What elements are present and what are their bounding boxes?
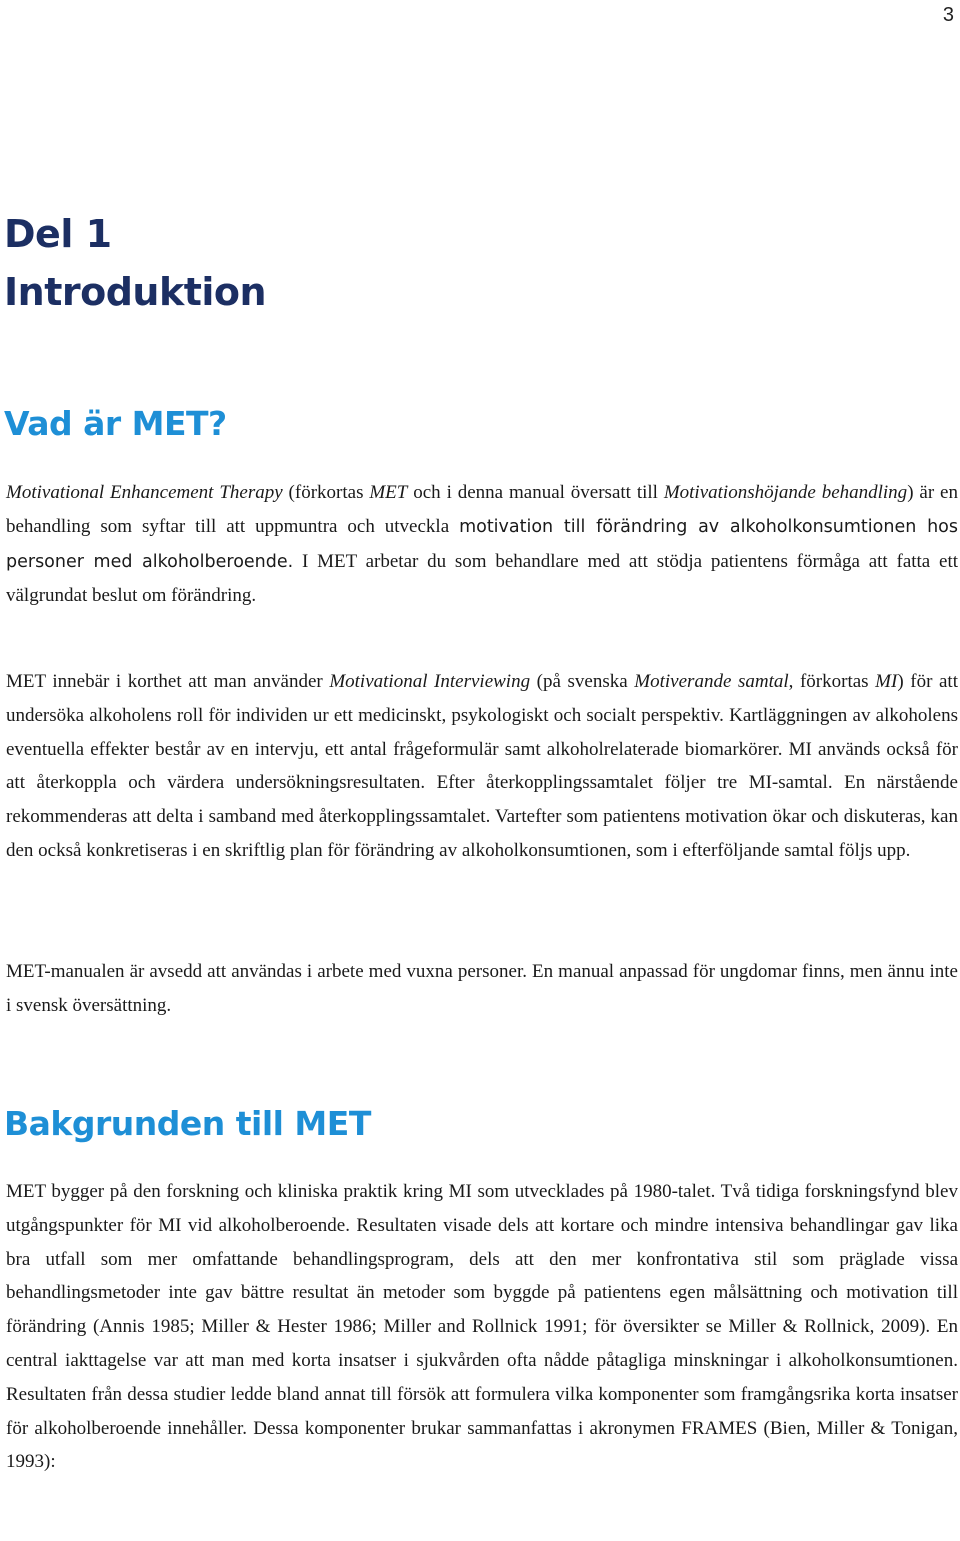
text-span: , förkortas: [788, 671, 876, 692]
paragraph-background: MET bygger på den forskning och kliniska praktik kring MI som utvecklades på 1980-talet. Två tidiga forskningsfynd blev utgångspunkter för MI vid alkoholberoende. Resultaten visade dels att kortare och mindre intensiva behandlingar gav lika bra utfall som mer omfattande behandlingsprogram, dels att den mer konfrontativa stil som präglade vissa behandlingsmetoder inte gav bättre resultat än metoder som byggde på patientens egen målsättning och motivation till förändring (Annis 1985; Miller & Hester 1986; Miller and Rollnick 1991; för översikter se Miller & Rollnick, 2009). En central iakttagelse var att man med korta insatser i sjukvården ofta nådde påtagliga minskningar i alkoholkonsumtionen. Resultaten från dessa studier ledde bland annat till försök att formulera vilka komponenter som framgångsrika korta insatser för alkoholberoende innehåller. Dessa komponenter brukar sammanfattas i akronymen FRAMES (Bien, Miller & Tonigan, 1993):: [6, 1181, 958, 1473]
text-span: I MET arbetar du som behandlare med att stödja patientens förmåga att fatta ett välgrundat beslut om förändring.: [6, 550, 958, 607]
term-mi-english: Motivational Interviewing: [329, 671, 531, 692]
section-heading-bakgrunden: Bakgrunden till MET: [4, 1104, 371, 1143]
paragraph-met-definition: [6, 476, 958, 613]
text-span: ) för att undersöka alkoholens roll för individen ur ett medicinskt, psykologiskt och socialt perspektiv. Kartläggningen av alkoholens eventuella effekter består av en intervju, ett antal frågeformulär samt alkoholrelaterade biomarkörer. MI används också för att återkoppla och värdera undersökningsresultaten. Efter återkopplingssamtalet följer tre MI-samtal. En närstående rekommenderas att delta i samband med återkopplingssamtalet. Vartefter som patientens motivation ökar och diskuteras, kan den också konkretiseras i en skriftlig plan för förändring av alkoholkonsumtionen, som i efterföljande samtal följs upp.: [6, 671, 958, 861]
term-mi-swedish: Motiverande samtal: [634, 671, 789, 692]
term-mi-abbrev: MI: [875, 671, 898, 692]
text-span: (på svenska: [530, 671, 635, 692]
paragraph-met-summary: [6, 665, 958, 868]
text-span: (förkortas: [282, 482, 370, 503]
text-span-sans: motivation till förändring av alkoholkonsumtionen hos personer med alkoholberoende.: [6, 516, 958, 572]
text-span: och i denna manual översatt till: [407, 482, 664, 503]
page-number: 3: [942, 4, 954, 26]
part-title-line-2: Introduktion: [4, 270, 267, 314]
section-heading-vad-ar-met: Vad är MET?: [4, 404, 227, 443]
term-met-swedish: Motivationshöjande behandling: [663, 482, 908, 503]
part-title-line-1: Del 1: [4, 212, 112, 256]
part-title: [4, 205, 266, 321]
term-met-abbrev: MET: [369, 482, 408, 503]
paragraph-met-manual-scope: MET-manualen är avsedd att användas i arbete med vuxna personer. En manual anpassad för ungdomar finns, men ännu inte i svensk översättning.: [6, 961, 958, 1016]
text-span: ) är en behandling som syftar till att uppmuntra och utveckla: [6, 482, 958, 537]
text-span: MET innebär i korthet att man använder: [6, 671, 330, 692]
term-met-english: Motivational Enhancement Therapy: [6, 482, 283, 503]
